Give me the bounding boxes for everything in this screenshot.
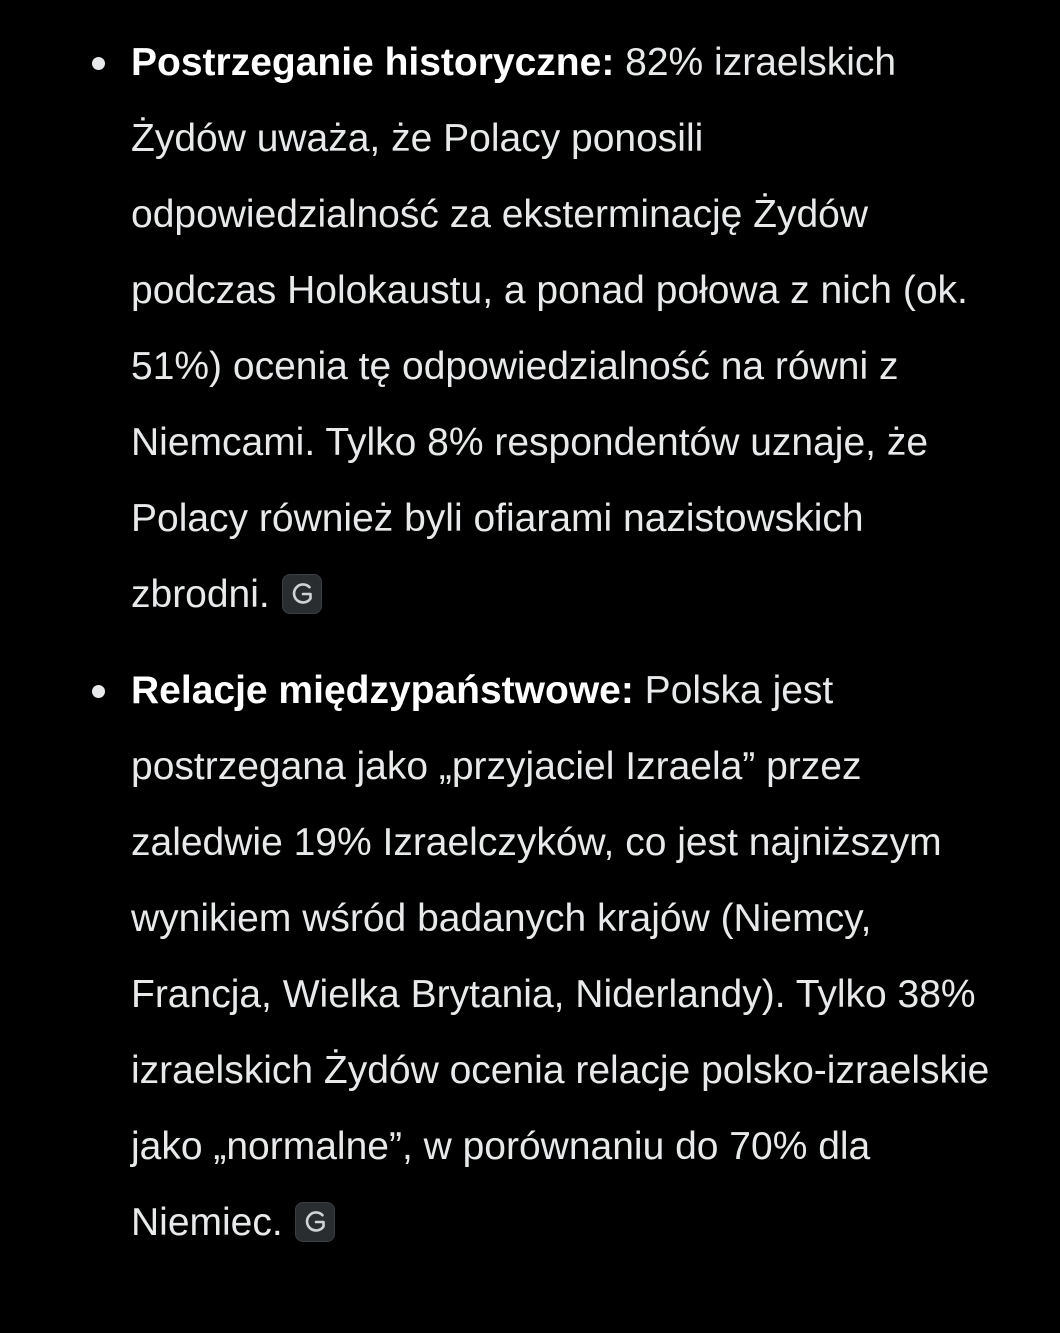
grok-source-icon[interactable] [282,574,322,614]
bullet-dot [92,57,105,70]
item-title-separator: : [601,41,615,84]
item-title-separator: : [620,669,634,712]
bullet-dot [92,685,105,698]
list-item-historical-perception [0,25,1011,633]
bullet-list [0,25,1060,1261]
item-title: Postrzeganie historyczne [131,41,602,84]
list-item-interstate-relations [0,653,1011,1261]
source-glyph [296,1203,334,1241]
grok-source-icon[interactable] [295,1202,335,1242]
source-glyph [283,575,321,613]
item-text: Polska jest postrzegana jako „przyjaciel Izraela” przez zaledwie 19% Izraelczyków, co jest najniższym wynikiem wśród badanych krajów (Niemcy, Francja, Wielka Brytania, Niderlandy). Tylko 38% izraelskich Żydów ocenia relacje polsko-izraelskie jako „normalne”, w porównaniu do 70% dla Niemiec. [131,669,990,1244]
item-title: Relacje międzypaństwowe [131,669,621,712]
item-text: 82% izraelskich Żydów uważa, że Polacy ponosili odpowiedzialność za eksterminację Żydów podczas Holokaustu, a ponad połowa z nich (ok. 51%) ocenia tę odpowiedzialność na równi z Niemcami. Tylko 8% respondentów uznaje, że Polacy również byli ofiarami nazistowskich zbrodni. [131,41,968,616]
